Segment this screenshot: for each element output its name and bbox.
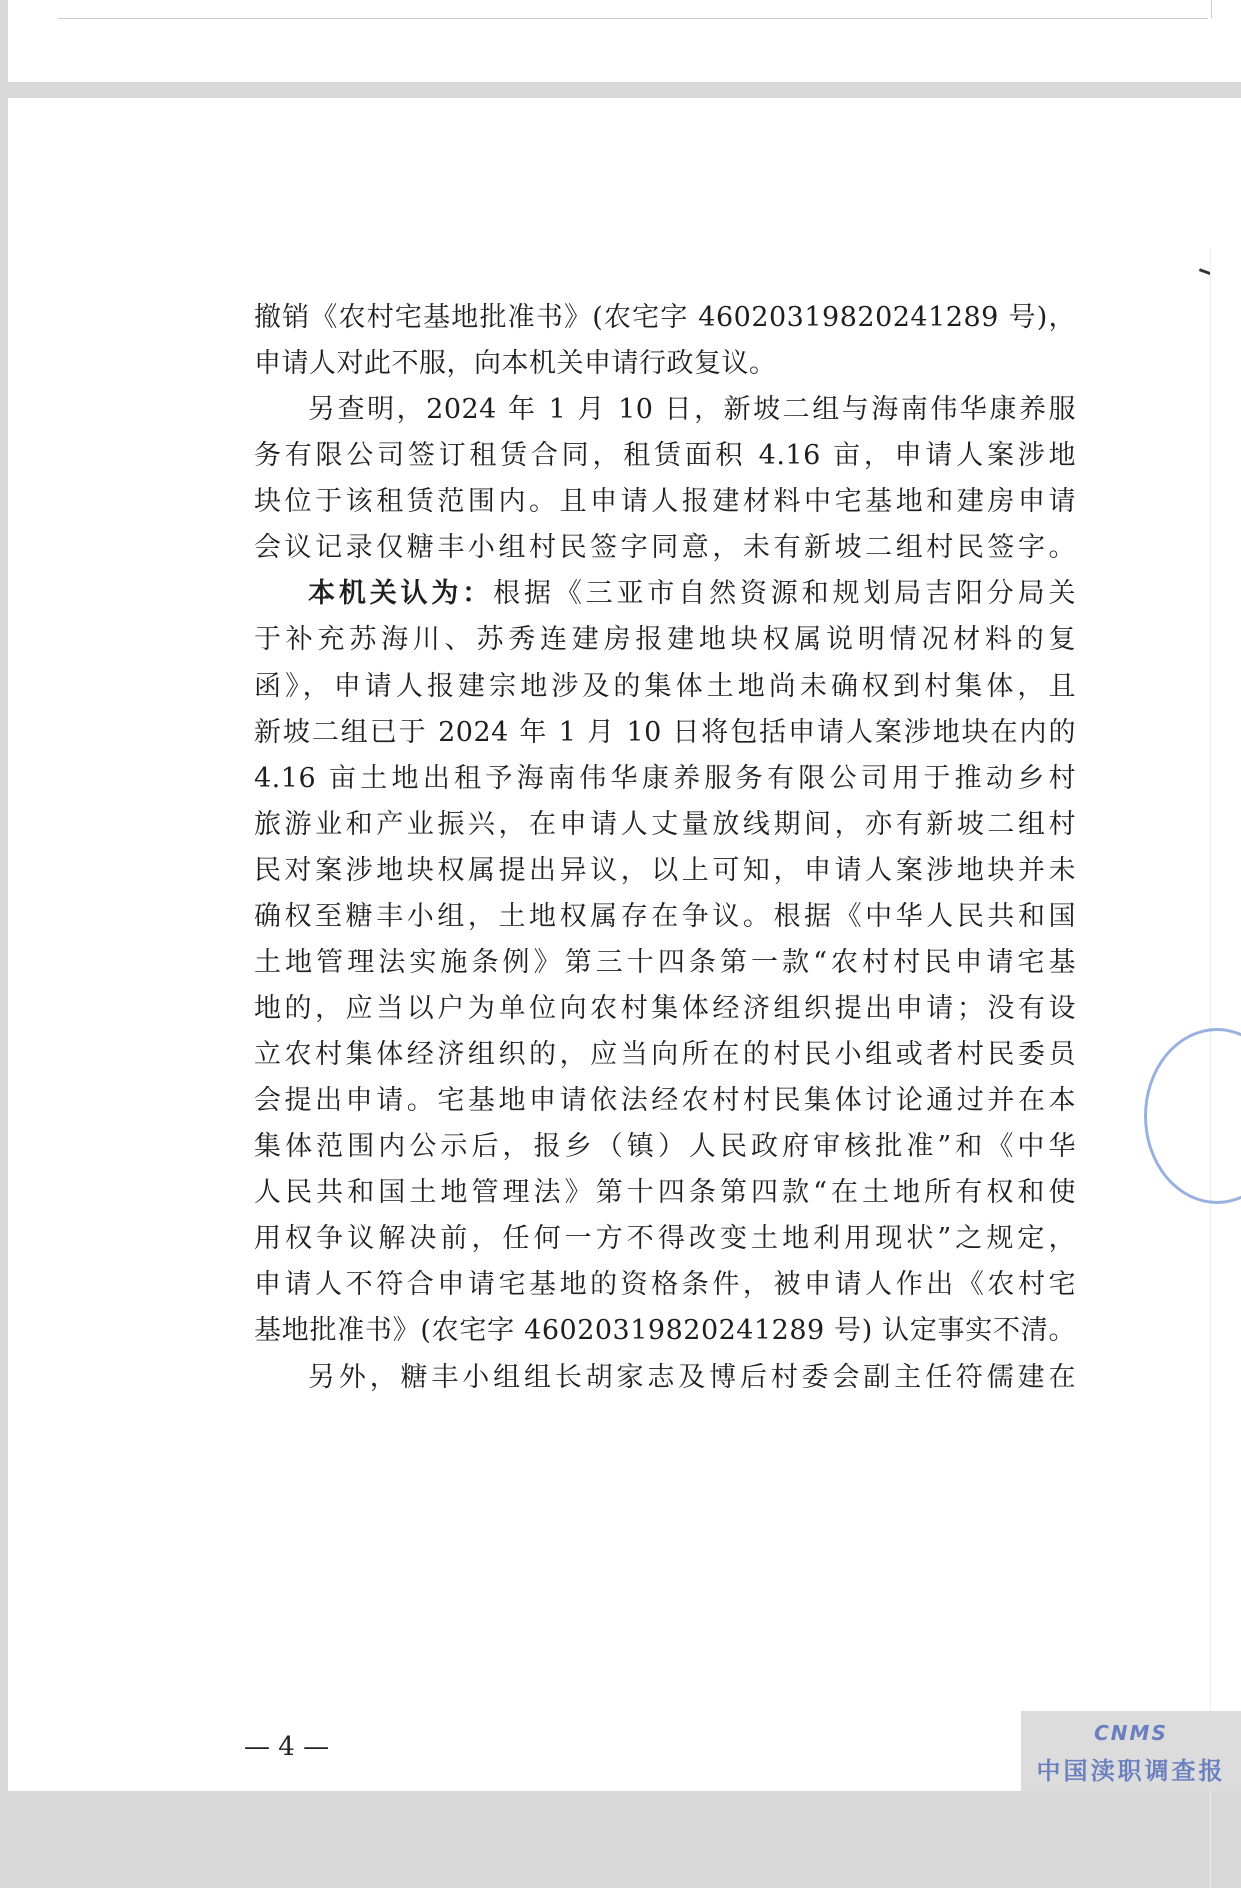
divider [1211, 0, 1212, 18]
line-text: 申请人对此不服，向本机关申请行政复议。 [254, 348, 777, 379]
text-line [254, 664, 1076, 703]
text-line [308, 387, 1076, 426]
text-line [254, 848, 1076, 887]
line-text: 基地批准书》(农宅字 46020319820241289 号) 认定事实不清。 [254, 1315, 1076, 1346]
line-text: 块位于该租赁范围内。且申请人报建材料中宅基地和建房申请 [254, 486, 1076, 517]
text-line [254, 617, 1076, 656]
text-line [254, 1078, 1076, 1117]
line-text: 人民共和国土地管理法》第十四条第四款“在土地所有权和使 [254, 1177, 1076, 1208]
text-line [254, 940, 1076, 979]
line-text: 根据《三亚市自然资源和规划局吉阳分局关 [493, 578, 1076, 609]
line-text: 确权至糖丰小组，土地权属存在争议。根据《中华人民共和国 [254, 901, 1076, 932]
document-page [8, 98, 1241, 1791]
line-text: 于补充苏海川、苏秀连建房报建地块权属说明情况材料的复 [254, 624, 1076, 655]
text-line [254, 433, 1076, 472]
text-line [254, 295, 1076, 334]
text-line [254, 1308, 1076, 1347]
text-line [254, 756, 1076, 795]
line-text: 函》，申请人报建宗地涉及的集体土地尚未确权到村集体，且 [254, 671, 1076, 702]
watermark-name: 中国渎职调查报 [1036, 1756, 1226, 1785]
watermark-logo: CNMS [1094, 1721, 1168, 1745]
line-text: 地的，应当以户为单位向农村集体经济组织提出申请；没有设 [254, 993, 1076, 1024]
bold-lead: 本机关认为： [308, 578, 494, 609]
line-text: 新坡二组已于 2024 年 1 月 10 日将包括申请人案涉地块在内的 [254, 717, 1076, 748]
text-line [254, 479, 1076, 518]
text-line [254, 341, 1076, 380]
text-line [254, 525, 1076, 564]
line-text: 立农村集体经济组织的，应当向所在的村民小组或者村民委员 [254, 1039, 1076, 1070]
line-text: 土地管理法实施条例》第三十四条第一款“农村村民申请宅基 [254, 947, 1076, 978]
line-text: 务有限公司签订租赁合同，租赁面积 4.16 亩，申请人案涉地 [254, 440, 1076, 471]
text-line [254, 1170, 1076, 1209]
text-line [254, 894, 1076, 933]
previous-page-fragment [8, 0, 1241, 82]
text-line [254, 802, 1076, 841]
line-text: 撤销《农村宅基地批准书》(农宅字 46020319820241289 号)， [254, 302, 1076, 333]
text-line [308, 571, 1076, 610]
text-line [254, 1124, 1076, 1163]
line-text: 用权争议解决前，任何一方不得改变土地利用现状”之规定， [254, 1223, 1076, 1254]
text-line [254, 1262, 1076, 1301]
line-text: 申请人不符合申请宅基地的资格条件，被申请人作出《农村宅 [254, 1269, 1076, 1300]
text-line [308, 1355, 1076, 1394]
line-text: 4.16 亩土地出租予海南伟华康养服务有限公司用于推动乡村 [254, 763, 1076, 794]
divider [58, 18, 1208, 19]
watermark [1021, 1711, 1241, 1791]
text-line [254, 710, 1076, 749]
text-line [254, 1216, 1076, 1255]
line-text: 另查明，2024 年 1 月 10 日，新坡二组与海南伟华康养服 [308, 394, 1076, 425]
text-line [254, 1032, 1076, 1071]
page-number: — 4 — [244, 1732, 330, 1762]
text-line [254, 986, 1076, 1025]
line-text: 会提出申请。宅基地申请依法经农村村民集体讨论通过并在本 [254, 1085, 1076, 1116]
line-text: 民对案涉地块权属提出异议，以上可知，申请人案涉地块并未 [254, 855, 1076, 886]
line-text: 旅游业和产业振兴，在申请人丈量放线期间，亦有新坡二组村 [254, 809, 1076, 840]
official-seal-fragment [1144, 1028, 1241, 1204]
line-text: 另外，糖丰小组组长胡家志及博后村委会副主任符儒建在 [308, 1362, 1076, 1393]
line-text: 会议记录仅糖丰小组村民签字同意，未有新坡二组村民签字。 [254, 532, 1076, 563]
line-text: 集体范围内公示后，报乡（镇）人民政府审核批准”和《中华 [254, 1131, 1076, 1162]
